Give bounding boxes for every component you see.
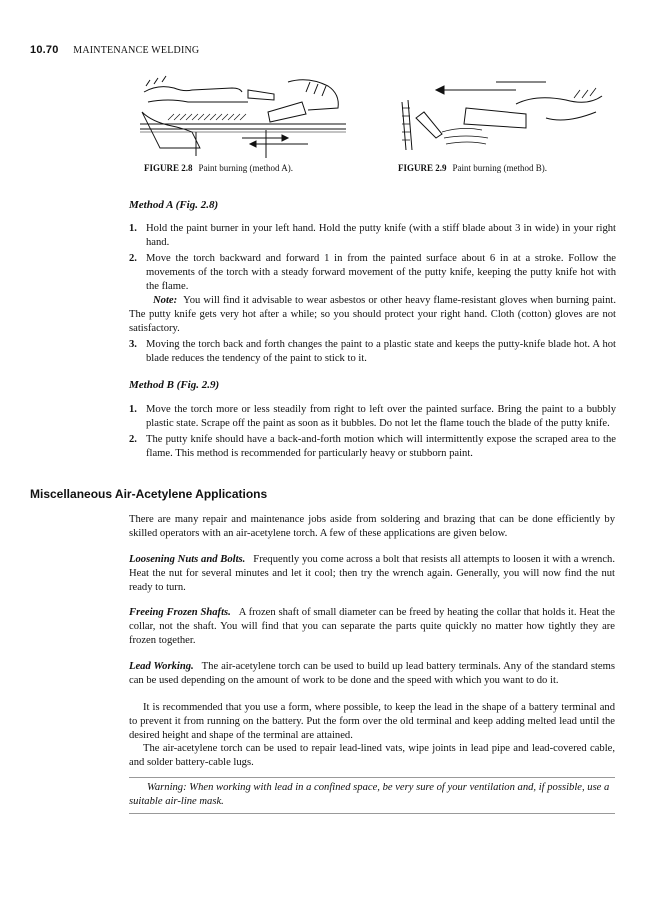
paragraph-text: The air-acetylene torch can be used to build up lead battery terminals. Any of the standard stems can be used depending on the amount of work to be done and the speed with which you want to do it. <box>129 661 615 686</box>
figure-caption-text: Paint burning (method B). <box>452 163 548 173</box>
note <box>129 294 616 336</box>
figure-number: FIGURE 2.8 <box>144 163 193 173</box>
step-text: The putty knife should have a back-and-forth motion which will intermittently expose the scraped area to the flame. This method is recommended for particularly heavy or stubborn paint. <box>146 434 616 459</box>
step-number: 2. <box>129 434 137 445</box>
paragraph-text: A frozen shaft of small diameter can be freed by heating the collar that holds it. Heat the collar, not the shaft. You will find that you can separate the parts quite quickly no matter how tightly they are frozen together. <box>129 607 615 646</box>
step-text: Moving the torch back and forth changes the paint to a plastic state and keeps the putty-knife blade hot. A hot blade reduces the tendency of the paint to stick to it. <box>146 339 616 364</box>
list-item <box>129 338 616 366</box>
lead-form-paragraph: It is recommended that you use a form, where possible, to keep the lead in the shape of a battery terminal and to prevent it from running on the battery. Put the form over the old terminal and keep adding melted lead until the desired height and shape of the terminal are attained. <box>129 702 615 741</box>
figure-2-8-illustration <box>138 72 348 162</box>
list-item <box>129 433 616 461</box>
run-in-heading: Loosening Nuts and Bolts. <box>129 554 246 565</box>
method-b-steps <box>129 403 616 463</box>
method-a-heading: Method A (Fig. 2.8) <box>129 199 219 211</box>
step-text: Move the torch backward and forward 1 in from the painted surface about 6 in at a stroke. Follow the movements of the torch with a steady forward movement of the putty knife, keeping the putty knife hot with the flame. <box>146 253 616 292</box>
paint-burning-method-b-drawing <box>396 78 608 158</box>
lead-working-paragraph <box>129 660 615 688</box>
method-b-heading: Method B (Fig. 2.9) <box>129 379 220 391</box>
paint-burning-method-a-drawing <box>138 72 348 162</box>
figure-2-8-caption <box>144 163 293 173</box>
figure-2-9-illustration <box>396 78 608 158</box>
step-number: 3. <box>129 339 137 350</box>
step-text: Move the torch more or less steadily from right to left over the painted surface. Bring the paint to a bubbly plastic state. Scrape off the paint as soon as it bubbles. Do not let the flame touch the blade of the putty knife. <box>146 404 616 429</box>
running-header <box>30 44 199 56</box>
note-text: You will find it advisable to wear asbestos or other heavy flame-resistant gloves when burning paint. The putty knife gets very hot after a while; so you should protect your right hand. Cloth (cotton) gloves are not satisfactory. <box>129 295 616 334</box>
note-label: Note: <box>153 295 178 306</box>
loosening-paragraph <box>129 553 615 595</box>
page-number: 10.70 <box>30 44 59 56</box>
lead-repair-paragraph: The air-acetylene torch can be used to repair lead-lined vats, wipe joints in lead pipe and lead-covered cable, and solder battery-cable lugs. <box>129 743 615 768</box>
warning-box <box>129 777 615 814</box>
step-text: Hold the paint burner in your left hand. Hold the putty knife (with a stiff blade about 3 in wide) in your right hand. <box>146 223 616 248</box>
run-in-heading: Freeing Frozen Shafts. <box>129 607 231 618</box>
freeing-paragraph <box>129 606 615 648</box>
list-item <box>129 403 616 431</box>
figure-caption-text: Paint burning (method A). <box>198 163 294 173</box>
step-number: 2. <box>129 253 137 264</box>
warning-text: Warning: When working with lead in a confined space, be very sure of your ventilation and, if possible, use a suitable air-line mask. <box>129 782 610 807</box>
list-item <box>129 252 616 336</box>
run-in-heading: Lead Working. <box>129 661 194 672</box>
list-item <box>129 222 616 250</box>
step-number: 1. <box>129 404 137 415</box>
step-number: 1. <box>129 223 137 234</box>
figure-2-9-caption <box>398 163 547 173</box>
running-title: MAINTENANCE WELDING <box>73 45 200 56</box>
figure-number: FIGURE 2.9 <box>398 163 447 173</box>
method-a-steps <box>129 222 616 368</box>
section-title: Miscellaneous Air-Acetylene Applications <box>30 487 268 501</box>
paragraph-text: Frequently you come across a bolt that resists all attempts to loosen it with a wrench. Heat the nut for several minutes and let it cool; then try the wrench again. Generally, you will now find the nut ready to turn. <box>129 554 615 593</box>
section-intro: There are many repair and maintenance jobs aside from soldering and brazing that can be done efficiently by skilled operators with an air-acetylene torch. A few of these applications are given below. <box>129 514 615 539</box>
